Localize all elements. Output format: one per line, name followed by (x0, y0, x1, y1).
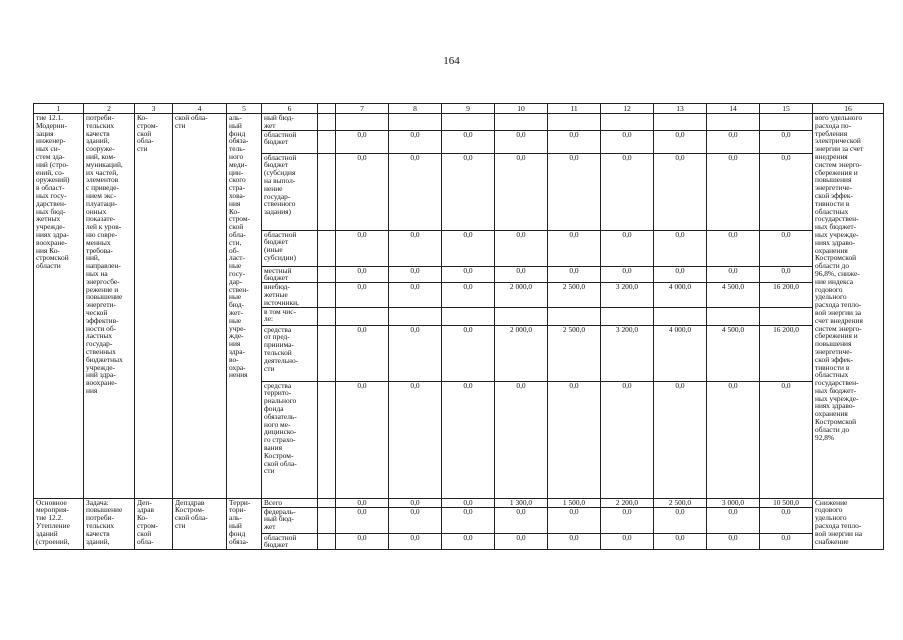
value-cell: 0,0 (495, 533, 548, 550)
column-header: 12 (601, 104, 654, 114)
value-cell: 0,0 (336, 230, 389, 266)
value-cell: 0,0 (495, 230, 548, 266)
value-cell: 0,0 (389, 266, 442, 283)
value-cell: 0,0 (548, 533, 601, 550)
value-cell: 10 500,0 (760, 498, 813, 507)
funding-source-cell: ный бюд- жет (262, 114, 318, 131)
value-cell: 0,0 (654, 230, 707, 266)
value-cell (495, 307, 548, 325)
column-header: 10 (495, 104, 548, 114)
value-cell: 0,0 (389, 325, 442, 381)
value-cell: 0,0 (760, 381, 813, 498)
column-header: 3 (135, 104, 173, 114)
column-header: 9 (442, 104, 495, 114)
value-cell: 0,0 (336, 266, 389, 283)
funding-source-cell: средства от пред- принима- тельской деятельно- сти (262, 325, 318, 381)
value-cell: 0,0 (336, 283, 389, 307)
value-cell: 16 200,0 (760, 325, 813, 381)
header-row (34, 104, 884, 114)
value-cell: 0,0 (654, 381, 707, 498)
value-cell: 0,0 (707, 507, 760, 533)
funding-source-cell: областной бюджет (262, 130, 318, 153)
value-cell: 0,0 (495, 507, 548, 533)
funding-source-cell: областной бюджет (субсидия на выпол- нение государ- ственного задания) (262, 153, 318, 230)
value-cell: 0,0 (389, 498, 442, 507)
spacer-cell (318, 114, 336, 131)
block2-c1-cell: Основное мероприя- тие 12.2. Утепление зданий (строений, (34, 498, 84, 550)
block2-c2-cell: Задача: повышение потреби- тельских качеств зданий, (84, 498, 135, 550)
value-cell: 0,0 (442, 153, 495, 230)
page-number: 164 (443, 55, 460, 67)
value-cell: 0,0 (707, 153, 760, 230)
value-cell: 2 500,0 (548, 283, 601, 307)
value-cell (548, 114, 601, 131)
value-cell: 0,0 (654, 507, 707, 533)
value-cell: 0,0 (389, 507, 442, 533)
value-cell: 0,0 (707, 533, 760, 550)
spacer-cell (318, 498, 336, 507)
value-cell: 0,0 (548, 507, 601, 533)
value-cell: 0,0 (442, 325, 495, 381)
value-cell (760, 307, 813, 325)
value-cell: 0,0 (389, 533, 442, 550)
column-header: 11 (548, 104, 601, 114)
column-header: 2 (84, 104, 135, 114)
value-cell: 0,0 (654, 153, 707, 230)
funding-source-cell: областной бюджет (262, 533, 318, 550)
value-cell: 1 500,0 (548, 498, 601, 507)
column-header: 5 (227, 104, 262, 114)
value-cell: 0,0 (336, 130, 389, 153)
value-cell: 0,0 (389, 153, 442, 230)
value-cell (601, 114, 654, 131)
value-cell: 0,0 (336, 498, 389, 507)
value-cell: 0,0 (495, 153, 548, 230)
column-header: 4 (173, 104, 227, 114)
value-cell: 2 000,0 (495, 283, 548, 307)
value-cell: 0,0 (760, 153, 813, 230)
column-header: 14 (707, 104, 760, 114)
value-cell: 0,0 (601, 230, 654, 266)
spacer-cell (318, 507, 336, 533)
column-header: 1 (34, 104, 84, 114)
value-cell: 0,0 (442, 381, 495, 498)
value-cell: 0,0 (389, 130, 442, 153)
block2-result-cell: Снижение годового удельного расхода тепло- вой энергии на снабжение (813, 498, 884, 550)
column-header: 13 (654, 104, 707, 114)
block2-c4-cell: Депздрав Костром- ской обла- сти (173, 498, 227, 550)
column-header: 8 (389, 104, 442, 114)
value-cell: 2 500,0 (654, 498, 707, 507)
value-cell: 0,0 (548, 230, 601, 266)
column-header: 16 (813, 104, 884, 114)
value-cell: 0,0 (707, 130, 760, 153)
value-cell: 0,0 (442, 283, 495, 307)
value-cell: 0,0 (442, 507, 495, 533)
value-cell: 0,0 (548, 381, 601, 498)
value-cell: 1 300,0 (495, 498, 548, 507)
value-cell: 3 200,0 (601, 283, 654, 307)
spacer-cell (318, 230, 336, 266)
value-cell (495, 114, 548, 131)
value-cell (442, 114, 495, 131)
block2-c3-cell: Деп- здрав Ко- стром- ской обла- (135, 498, 173, 550)
value-cell: 2 500,0 (548, 325, 601, 381)
value-cell (654, 307, 707, 325)
value-cell: 0,0 (601, 266, 654, 283)
value-cell: 0,0 (336, 507, 389, 533)
value-cell: 2 000,0 (495, 325, 548, 381)
table-row (34, 114, 884, 131)
value-cell: 0,0 (707, 230, 760, 266)
value-cell: 0,0 (336, 153, 389, 230)
funding-source-cell: местный бюджет (262, 266, 318, 283)
value-cell: 2 200,0 (601, 498, 654, 507)
value-cell: 0,0 (336, 325, 389, 381)
value-cell: 0,0 (442, 266, 495, 283)
value-cell: 0,0 (442, 533, 495, 550)
block1-c2-cell: потреби- тельских качеств зданий, сооруже- ний, ком- муникаций, их частей, элементов с приведе- нием экс- плуатаци- онных показате- лей к уров- ню совре- менных требова- ний, направлен- ных на энергосбе- режение и повышение энергети- ческой эффектив- ности об- ластных государ- ственных бюджетных учрежде- ний здра- воохране- ния (84, 114, 135, 499)
value-cell: 0,0 (707, 266, 760, 283)
value-cell: 0,0 (601, 381, 654, 498)
funding-source-cell: внебюд- жетные источники, (262, 283, 318, 307)
value-cell: 0,0 (760, 507, 813, 533)
block1-c3-cell: Ко- стром- ской обла- сти (135, 114, 173, 499)
value-cell: 0,0 (601, 153, 654, 230)
value-cell: 0,0 (336, 533, 389, 550)
value-cell: 0,0 (389, 230, 442, 266)
funding-source-cell: средства террито- риального фонда обязатель- ного ме- дицинско- го страхо- вания Костром- ской обла- сти (262, 381, 318, 498)
value-cell: 0,0 (760, 266, 813, 283)
value-cell (336, 114, 389, 131)
value-cell: 3 000,0 (707, 498, 760, 507)
value-cell: 0,0 (654, 130, 707, 153)
spacer-cell (318, 266, 336, 283)
table-row (34, 498, 884, 507)
program-table (33, 103, 884, 550)
value-cell: 0,0 (442, 498, 495, 507)
spacer-cell (318, 153, 336, 230)
spacer-cell (318, 325, 336, 381)
value-cell: 0,0 (760, 130, 813, 153)
value-cell (389, 307, 442, 325)
value-cell (707, 307, 760, 325)
block1-c1-cell: тие 12.1. Модерни- зация инженер- ных си- стем зда- ний (стро- ений, со- оружений) в област- ных госу- дарствен- ных бюд- жетных учрежде- ниях здра- воохране- ния Ко- стромской области (34, 114, 84, 499)
value-cell (601, 307, 654, 325)
value-cell: 0,0 (389, 381, 442, 498)
value-cell: 0,0 (601, 507, 654, 533)
value-cell: 4 000,0 (654, 325, 707, 381)
value-cell: 0,0 (495, 381, 548, 498)
spacer-cell (318, 307, 336, 325)
funding-source-cell: в том чис- ле: (262, 307, 318, 325)
value-cell (389, 114, 442, 131)
value-cell: 0,0 (442, 230, 495, 266)
value-cell: 0,0 (760, 533, 813, 550)
value-cell: 0,0 (495, 130, 548, 153)
column-header: 15 (760, 104, 813, 114)
funding-source-cell: федераль- ный бюд- жет (262, 507, 318, 533)
value-cell: 0,0 (654, 266, 707, 283)
value-cell: 0,0 (548, 130, 601, 153)
spacer-cell (318, 381, 336, 498)
value-cell (760, 114, 813, 131)
value-cell: 0,0 (548, 153, 601, 230)
funding-source-cell: областной бюджет (иные субсидии) (262, 230, 318, 266)
column-header: 6 (262, 104, 318, 114)
value-cell: 0,0 (601, 533, 654, 550)
spacer-cell (318, 283, 336, 307)
column-header (318, 104, 336, 114)
value-cell: 4 500,0 (707, 283, 760, 307)
column-header: 7 (336, 104, 389, 114)
value-cell (654, 114, 707, 131)
value-cell: 16 200,0 (760, 283, 813, 307)
value-cell: 0,0 (601, 130, 654, 153)
block1-c4-cell: ской обла- сти (173, 114, 227, 499)
block1-c5-cell: аль- ный фонд обяза- тель- ного меди- цин- ского стра- хова- ния Ко- стром- ской обла- сти, об- ласт- ные госу- дар- ствен- ные бюд- жет- ные учре- жде- ния здра- во- охра- нения (227, 114, 262, 499)
block1-result-cell: вого удельного расхода по- требления электрической энергии за счет внедрения систем энерго- сбережения и повышения энергетиче- ской эффек- тивности в областных государствен- ных бюджет- ных учрежде- ниях здраво- охранения Костромской области до 96,8%, сниже- ние индекса годового удельного расхода тепло- вой энергии за счет внедрения систем энерго- сбережения и повышения энергетиче- ской эффек- тивности в областных государствен- ных бюджет- ных учрежде- ниях здраво- охранения Костромской области до 92,8% (813, 114, 884, 499)
value-cell: 0,0 (495, 266, 548, 283)
value-cell: 0,0 (707, 381, 760, 498)
value-cell (336, 307, 389, 325)
block2-c5-cell: Терри- тори- аль- ный фонд обяза- (227, 498, 262, 550)
value-cell (442, 307, 495, 325)
value-cell: 0,0 (336, 381, 389, 498)
value-cell (707, 114, 760, 131)
value-cell: 0,0 (442, 130, 495, 153)
value-cell: 0,0 (760, 230, 813, 266)
value-cell: 0,0 (389, 283, 442, 307)
value-cell: 4 000,0 (654, 283, 707, 307)
spacer-cell (318, 533, 336, 550)
value-cell: 0,0 (654, 533, 707, 550)
value-cell: 3 200,0 (601, 325, 654, 381)
value-cell (548, 307, 601, 325)
value-cell: 4 500,0 (707, 325, 760, 381)
value-cell: 0,0 (548, 266, 601, 283)
spacer-cell (318, 130, 336, 153)
funding-source-cell: Всего (262, 498, 318, 507)
